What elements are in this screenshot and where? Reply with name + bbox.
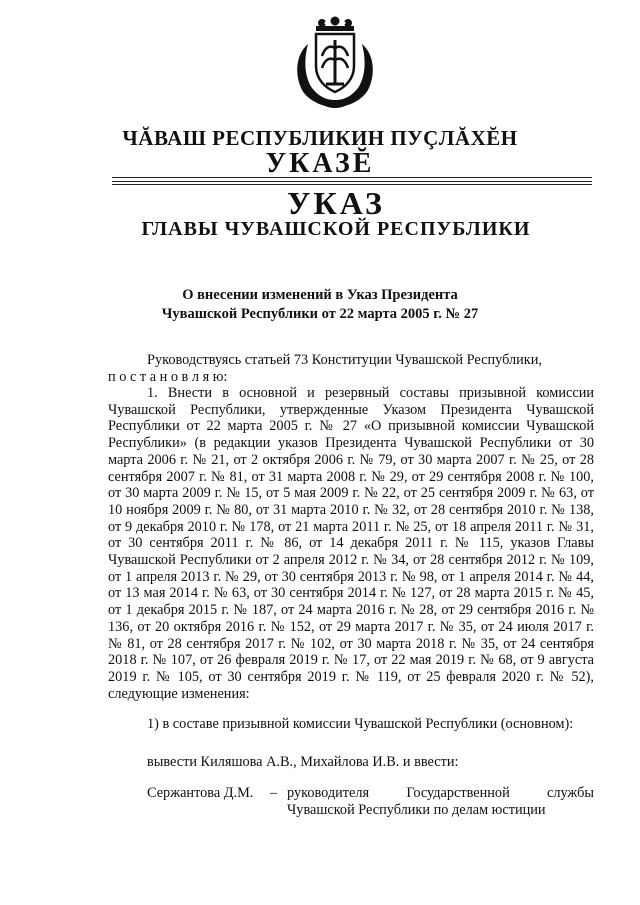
action-line: вывести Киляшова А.В., Михайлова И.В. и ввести: bbox=[147, 754, 459, 770]
appointment-dash: – bbox=[270, 785, 278, 801]
header-divider-middle bbox=[112, 181, 592, 182]
russian-header-line2: ГЛАВЫ ЧУВАШСКОЙ РЕСПУБЛИКИ bbox=[141, 218, 531, 240]
document-title-line1: О внесении изменений в Указ Президента bbox=[182, 287, 458, 303]
intro-paragraph bbox=[108, 352, 594, 385]
russian-header-line1: УКАЗ bbox=[287, 185, 385, 221]
header-divider-top bbox=[112, 177, 592, 178]
coat-of-arms-emblem bbox=[286, 14, 384, 114]
subitem-1-paragraph: 1) в составе призывной комиссии Чувашской Республики (основном): bbox=[147, 716, 574, 732]
chuvash-header-line1: ЧĂВАШ РЕСПУБЛИКИН ПУÇЛĂХĔН bbox=[122, 126, 518, 150]
item-1-paragraph: 1. Внести в основной и резервный составы призывной комиссии Чувашской Республики, утвержденные Указом Президента Чувашской Республики от 22 марта 2005 г. № 27 «О призывной комиссии Чувашской Республики» (в редакции указов Президента Чувашской Республики от 30 марта 2006 г. № 21, от 2 октября 2006 г. № 79, от 30 марта 2007 г. № 25, от 28 сентября 2007 г. № 81, от 31 марта 2008 г. № 29, от 29 сентября 2008 г. № 100, от 30 марта 2009 г. № 15, от 5 мая 2009 г. № 22, от 25 сентября 2009 г. № 63, от 10 ноября 2009 г. № 80, от 31 марта 2010 г. № 32, от 28 сентября 2010 г. № 138, от 9 декабря 2010 г. № 178, от 21 марта 2011 г. № 25, от 18 апреля 2011 г. № 31, от 30 сентября 2011 г. № 86, от 14 декабря 2011 г. № 115, указов Главы Чувашской Республики от 2 апреля 2012 г. № 34, от 28 сентября 2012 г. № 109, от 1 апреля 2013 г. № 29, от 30 сентября 2013 г. № 98, от 1 апреля 2014 г. № 44, от 13 мая 2014 г. № 63, от 30 сентября 2014 г. № 127, от 28 марта 2015 г. № 45, от 1 декабря 2015 г. № 187, от 24 марта 2016 г. № 28, от 29 сентября 2016 г. № 136, от 20 октября 2016 г. № 152, от 29 марта 2017 г. № 35, от 24 июля 2017 г. № 81, от 28 сентября 2017 г. № 102, от 30 марта 2018 г. № 35, от 24 сентября 2018 г. № 107, от 26 февраля 2019 г. № 17, от 22 мая 2019 г. № 68, от 9 августа 2019 г. № 105, от 30 сентября 2019 г. № 119, от 25 февраля 2020 г. № 52), следующие изменения: bbox=[108, 385, 594, 702]
document-title bbox=[0, 286, 640, 324]
appointee-position: руководителя Государственной службы Чувашской Республики по делам юстиции bbox=[287, 785, 594, 818]
chuvash-header-line2: УКАЗĔ bbox=[265, 148, 375, 179]
document-title-line2: Чувашской Республики от 22 марта 2005 г. № 27 bbox=[161, 306, 479, 322]
intro-line: Руководствуясь статьей 73 Конституции Чувашской Республики, bbox=[147, 352, 542, 368]
appointee-name: Сержантова Д.М. bbox=[147, 785, 254, 801]
decree-word: п о с т а н о в л я ю: bbox=[108, 368, 228, 385]
